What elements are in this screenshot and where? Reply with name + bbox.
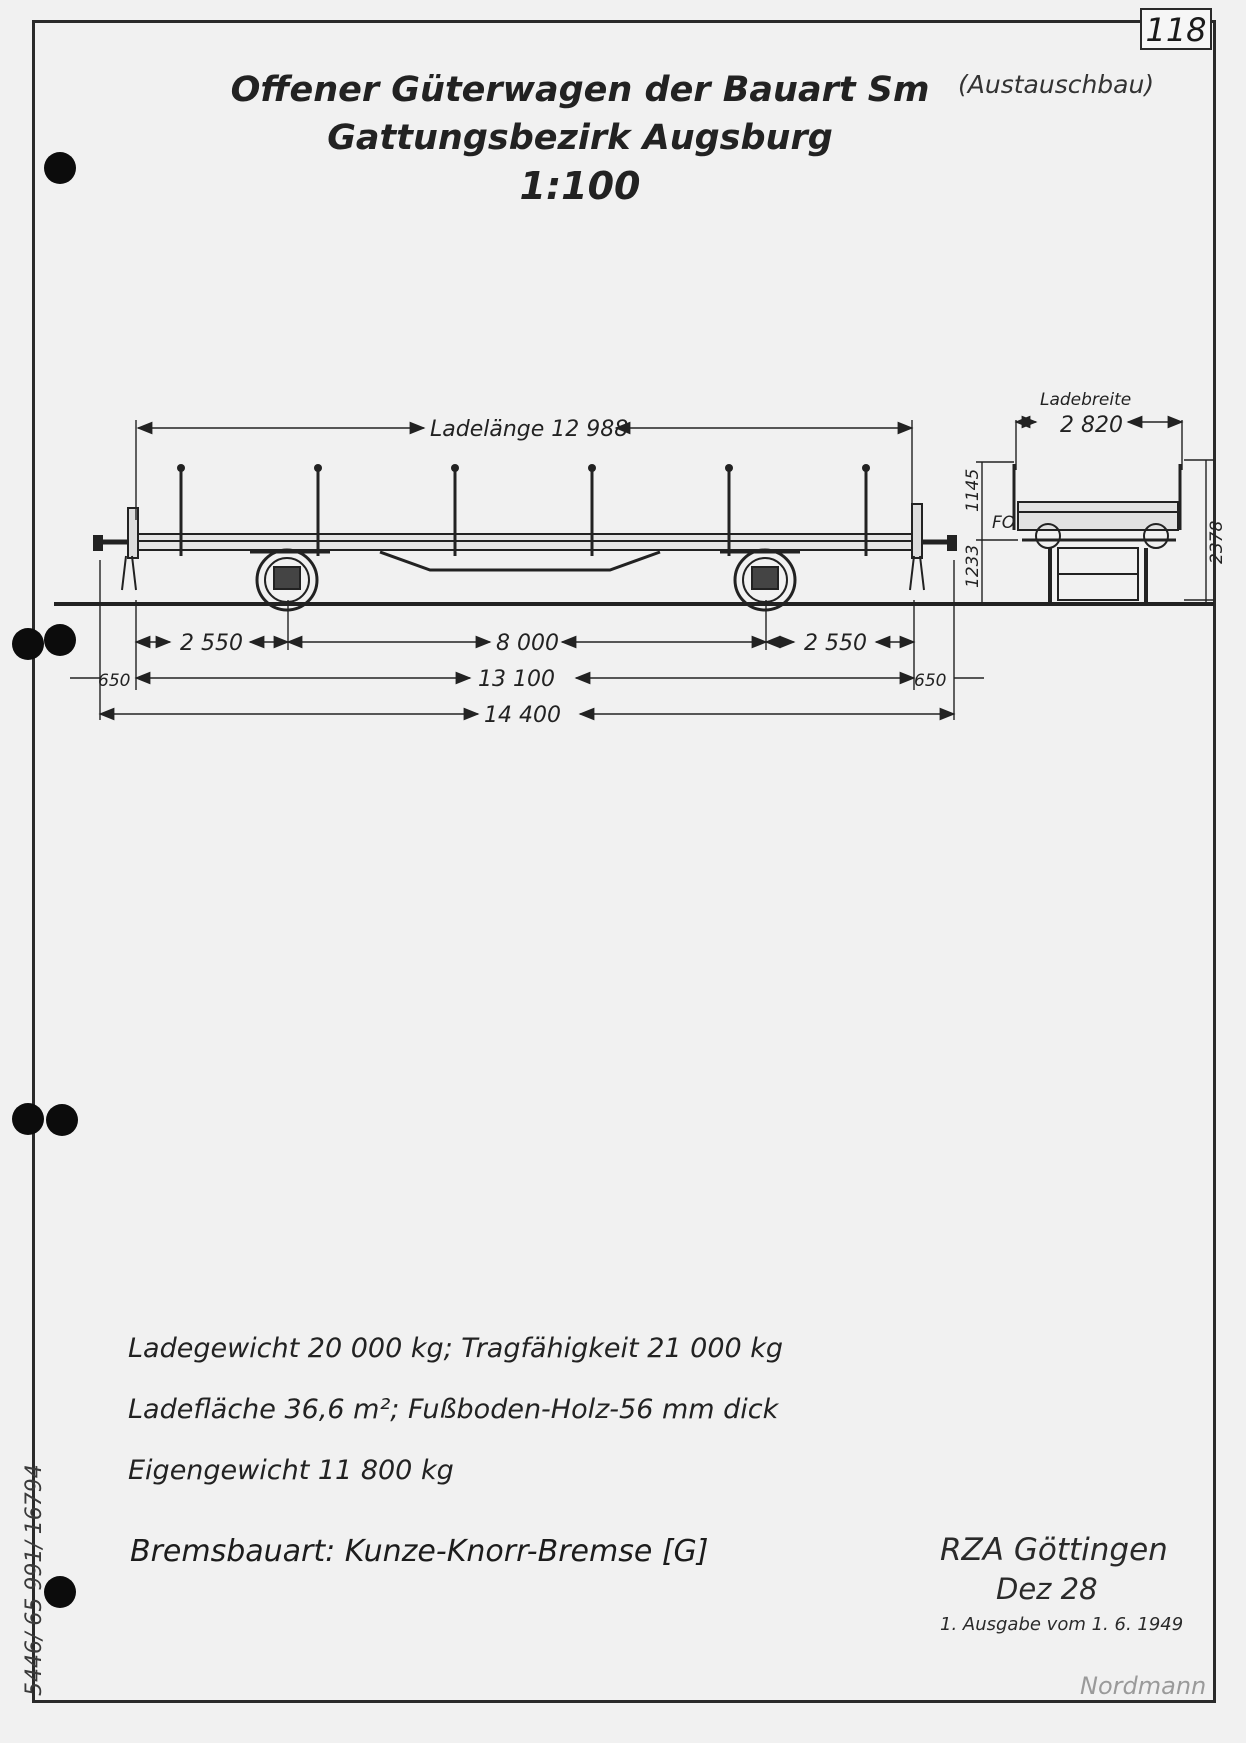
dim-overhang-left: 2 550 [180,631,243,656]
dim-total-height: 2378 [1207,520,1227,564]
dim-lade-laenge: Ladelänge 12 988 [430,417,629,442]
office-block [940,1532,1220,1635]
dim-buffer-left: 650 [98,671,131,691]
brake-type: Bremsbauart: Kunze-Knorr-Bremse [G] [130,1534,709,1569]
dim-wheelbase: 8 000 [496,631,559,656]
office-dept: Dez 28 [996,1572,1098,1606]
page-number: 118 [1140,8,1212,50]
dim-total-length: 14 400 [484,703,561,728]
dim-floor-label: FO [992,513,1016,533]
wagon-end-view [1014,464,1180,602]
dim-stake-height: 1145 [963,468,983,512]
side-number: 5446/ 65 991/ 16794 [22,1464,47,1696]
office-name: RZA Göttingen [940,1532,1168,1568]
title-scale: 1:100 [519,164,641,208]
title-line-2: Gattungsbezirk Augsburg [327,118,833,158]
spec-line-area: Ladefläche 36,6 m²; Fußboden-Holz-56 mm dick [128,1394,779,1425]
wagon-side-view [94,464,956,610]
dim-lade-breite-label: Ladebreite [1040,390,1132,410]
title-note: (Austauschbau) [958,70,1155,99]
spec-list [128,1333,783,1516]
dim-floor-height: 1233 [963,544,983,588]
signature: Nordmann [1080,1672,1207,1700]
dim-buffer-right: 650 [914,671,947,691]
dim-overhang-right: 2 550 [804,631,867,656]
title-line-1: Offener Güterwagen der Bauart Sm [230,70,930,110]
office-edition: 1. Ausgabe vom 1. 6. 1949 [940,1614,1184,1635]
dim-frame-length: 13 100 [478,667,555,692]
dim-lade-breite-value: 2 820 [1060,413,1123,438]
spec-line-load: Ladegewicht 20 000 kg; Tragfähigkeit 21 000 kg [128,1333,784,1364]
spec-line-weight: Eigengewicht 11 800 kg [128,1455,454,1486]
